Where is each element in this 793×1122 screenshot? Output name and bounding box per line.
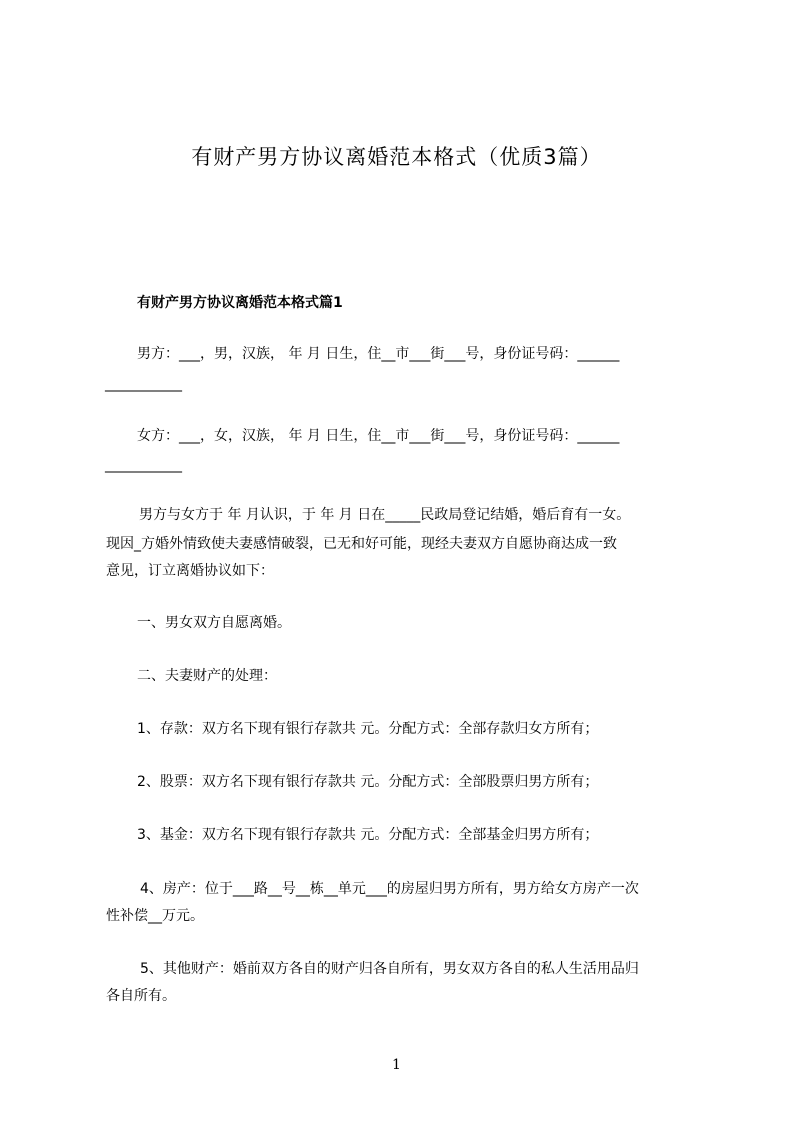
woman-info-continuation: ___________: [105, 457, 182, 473]
sub-clause-4-line1: 4、房产：位于___路__号__栋__单元___的房屋归男方所有，男方给女方房产一次: [140, 881, 639, 897]
clause-2: 二、夫妻财产的处理：: [137, 668, 277, 684]
sub-clause-2: 2、股票：双方名下现有银行存款共 元。分配方式：全部股票归男方所有；: [137, 774, 599, 790]
section-title: 有财产男方协议离婚范本格式篇1: [137, 295, 343, 311]
sub-clause-4-line2: 性补偿__万元。: [106, 908, 204, 924]
sub-clause-3: 3、基金：双方名下现有银行存款共 元。分配方式：全部基金归男方所有；: [137, 827, 599, 843]
man-info-continuation: ___________: [105, 376, 182, 392]
sub-clause-5-line2: 各自所有。: [106, 988, 176, 1004]
intro-paragraph-line1: 男方与女方于 年 月认识，于 年 月 日在_____民政局登记结婚，婚后育有一女。: [139, 507, 631, 523]
intro-paragraph-line3: 意见，订立离婚协议如下：: [106, 563, 274, 579]
clause-1: 一、男女双方自愿离婚。: [137, 615, 291, 631]
man-info-line: 男方：___，男，汉族， 年 月 日生，住__市___街___号，身份证号码：______: [137, 346, 620, 362]
sub-clause-1: 1、存款：双方名下现有银行存款共 元。分配方式：全部存款归女方所有；: [137, 721, 599, 737]
document-title: 有财产男方协议离婚范本格式（优质3篇）: [191, 145, 602, 169]
sub-clause-5-line1: 5、其他财产：婚前双方各自的财产归各自所有，男女双方各自的私人生活用品归: [140, 961, 639, 977]
page-number: 1: [392, 1057, 401, 1073]
woman-info-line: 女方：___，女，汉族， 年 月 日生，住__市___街___号，身份证号码：______: [137, 428, 620, 444]
intro-paragraph-line2: 现因_方婚外情致使夫妻感情破裂，已无和好可能，现经夫妻双方自愿协商达成一致: [106, 536, 617, 552]
